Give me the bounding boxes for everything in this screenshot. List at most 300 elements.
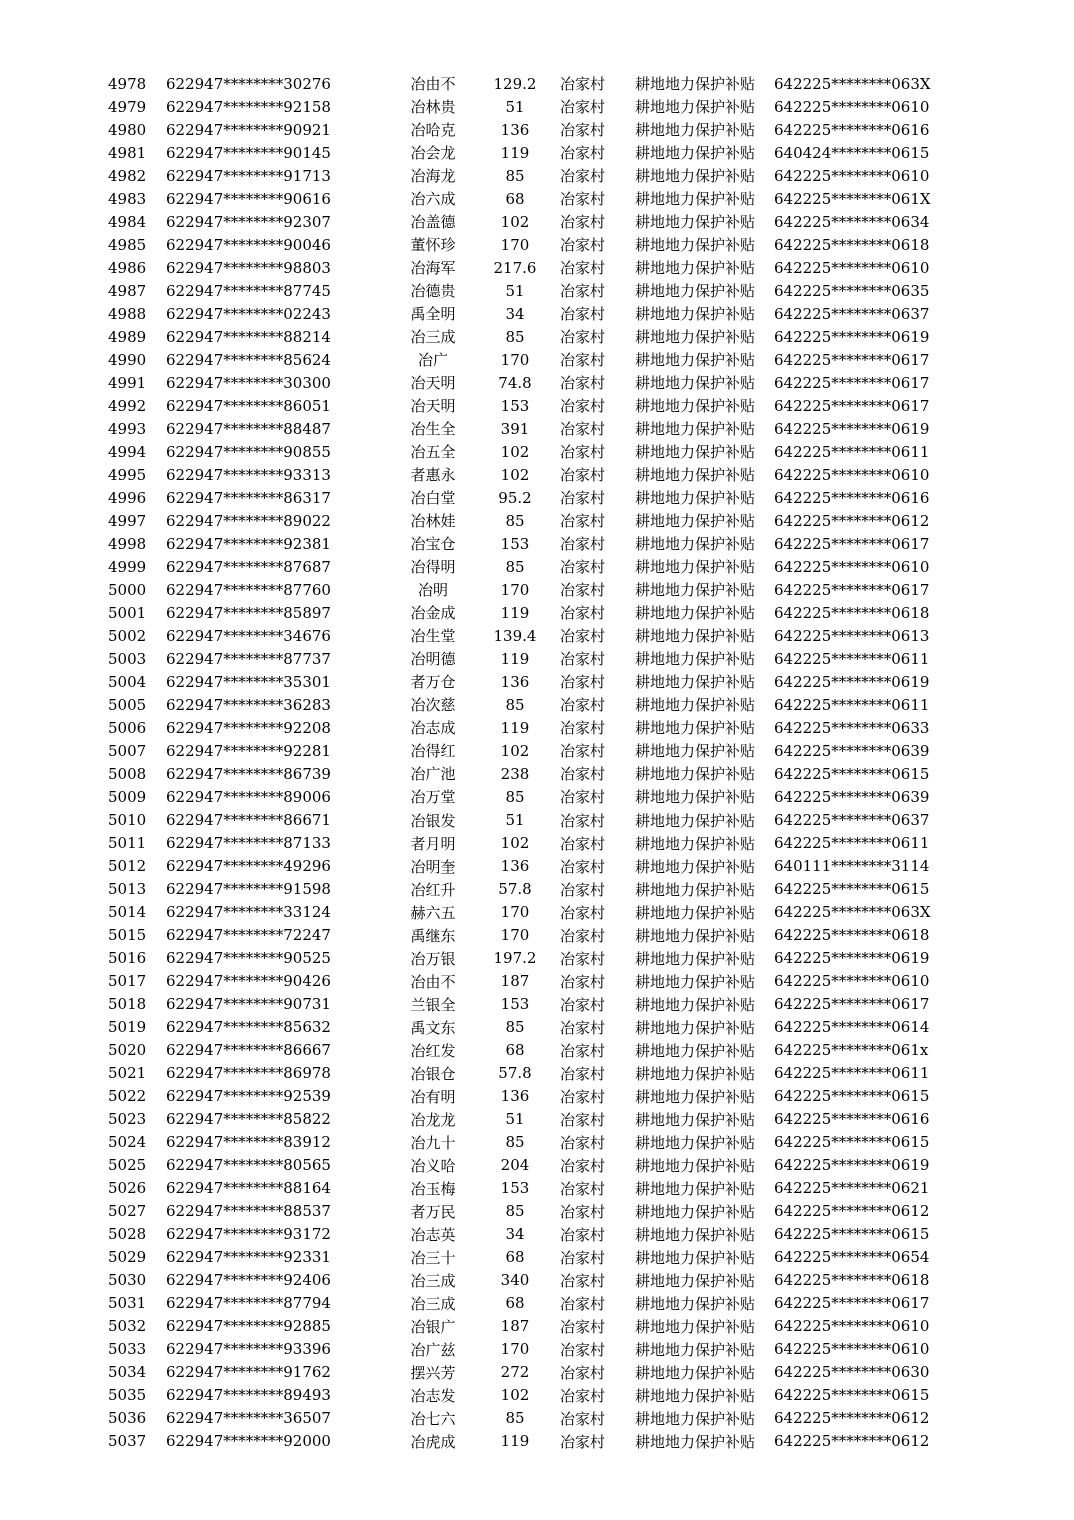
subsidy-amount: 85 <box>505 1409 525 1428</box>
payee-name: 冶得红 <box>410 742 456 761</box>
village-name: 冶家村 <box>559 972 605 991</box>
row-number: 5015 <box>108 926 147 945</box>
village-name: 冶家村 <box>559 673 605 692</box>
subsidy-amount: 119 <box>500 718 530 737</box>
bank-account: 622947********87687 <box>166 557 331 576</box>
payee-name: 冶虎成 <box>410 1432 456 1451</box>
subsidy-amount: 34 <box>505 304 525 323</box>
bank-account: 622947********89006 <box>166 787 331 806</box>
row-number: 5003 <box>108 649 147 668</box>
village-name: 冶家村 <box>559 420 605 439</box>
subsidy-type: 耕地地力保护补贴 <box>634 466 755 485</box>
village-name: 冶家村 <box>559 765 605 784</box>
table-row <box>0 1131 1074 1154</box>
village-name: 冶家村 <box>559 167 605 186</box>
subsidy-type: 耕地地力保护补贴 <box>634 512 755 531</box>
id-number: 642225********0610 <box>774 97 930 116</box>
table-row <box>0 1361 1074 1384</box>
id-number: 642225********0611 <box>774 649 930 668</box>
payee-name: 冶由不 <box>410 75 456 93</box>
payee-name: 冶天明 <box>410 397 456 416</box>
table-row <box>0 348 1074 371</box>
row-number: 4992 <box>108 396 147 415</box>
bank-account: 622947********86739 <box>166 764 331 783</box>
bank-account: 622947********30276 <box>166 74 331 93</box>
village-name: 冶家村 <box>559 558 605 577</box>
payee-name: 冶九十 <box>410 1133 456 1152</box>
row-number: 4985 <box>108 235 147 254</box>
village-name: 冶家村 <box>559 443 605 462</box>
payee-name: 冶义哈 <box>410 1156 456 1175</box>
id-number: 642225********0615 <box>774 764 930 783</box>
payee-name: 冶宝仓 <box>410 535 456 554</box>
village-name: 冶家村 <box>559 1018 605 1037</box>
bank-account: 622947********98803 <box>166 258 331 277</box>
bank-account: 622947********90731 <box>166 995 331 1014</box>
row-number: 4979 <box>108 97 147 116</box>
subsidy-amount: 136 <box>500 672 530 691</box>
subsidy-type: 耕地地力保护补贴 <box>634 1386 755 1405</box>
village-name: 冶家村 <box>559 834 605 853</box>
subsidy-type: 耕地地力保护补贴 <box>634 719 755 738</box>
subsidy-type: 耕地地力保护补贴 <box>634 880 755 899</box>
payee-name: 冶银发 <box>410 811 456 830</box>
payee-name: 冶红发 <box>410 1041 456 1060</box>
subsidy-type: 耕地地力保护补贴 <box>634 144 755 163</box>
payee-name: 冶明 <box>417 581 448 600</box>
subsidy-amount: 119 <box>500 603 530 622</box>
village-name: 冶家村 <box>559 305 605 324</box>
bank-account: 622947********86671 <box>166 811 331 829</box>
table-row <box>0 1407 1074 1430</box>
payee-name: 冶哈克 <box>410 121 456 140</box>
subsidy-amount: 187 <box>500 1317 530 1336</box>
id-number: 642225********0610 <box>774 465 930 484</box>
id-number: 642225********0610 <box>774 1317 930 1336</box>
subsidy-type: 耕地地力保护补贴 <box>634 1110 755 1129</box>
subsidy-type: 耕地地力保护补贴 <box>634 1432 755 1451</box>
village-name: 冶家村 <box>559 696 605 715</box>
table-row <box>0 855 1074 878</box>
table-row <box>0 1085 1074 1108</box>
bank-account: 622947********36507 <box>166 1409 331 1428</box>
id-number: 642225********0611 <box>774 834 930 853</box>
bank-account: 622947********85822 <box>166 1110 331 1129</box>
subsidy-amount: 68 <box>505 1041 525 1060</box>
bank-account: 622947********92539 <box>166 1087 331 1106</box>
payee-name: 者惠永 <box>410 466 456 485</box>
bank-account: 622947********90046 <box>166 235 331 254</box>
row-number: 5009 <box>108 787 147 806</box>
id-number: 642225********0616 <box>774 1110 930 1129</box>
table-row <box>0 1223 1074 1246</box>
subsidy-type: 耕地地力保护补贴 <box>634 443 755 462</box>
table-row <box>0 164 1074 187</box>
table-row <box>0 1246 1074 1269</box>
village-name: 冶家村 <box>559 811 605 830</box>
table-row <box>0 1200 1074 1223</box>
subsidy-type: 耕地地力保护补贴 <box>634 328 755 347</box>
payee-name: 冶林贵 <box>410 98 456 117</box>
subsidy-amount: 119 <box>500 1432 530 1451</box>
payee-name: 冶德贵 <box>410 282 456 301</box>
bank-account: 622947********80565 <box>166 1156 331 1175</box>
subsidy-type: 耕地地力保护补贴 <box>634 581 755 600</box>
id-number: 642225********0618 <box>774 235 930 254</box>
subsidy-amount: 187 <box>500 972 530 991</box>
payee-name: 冶志发 <box>410 1386 456 1405</box>
id-number: 642225********0619 <box>774 949 930 968</box>
row-number: 5034 <box>108 1363 147 1382</box>
subsidy-amount: 85 <box>505 695 525 714</box>
bank-account: 622947********92158 <box>166 97 331 116</box>
bank-account: 622947********86978 <box>166 1064 331 1083</box>
payee-name: 冶七六 <box>410 1409 456 1428</box>
table-row <box>0 118 1074 141</box>
row-number: 5023 <box>108 1110 147 1129</box>
id-number: 642225********0617 <box>774 373 930 392</box>
row-number: 5012 <box>108 857 147 876</box>
id-number: 642225********0613 <box>774 626 930 645</box>
subsidy-type: 耕地地力保护补贴 <box>634 397 755 416</box>
village-name: 冶家村 <box>559 949 605 968</box>
payee-name: 冶生全 <box>410 420 456 439</box>
subsidy-table <box>0 72 1074 1453</box>
id-number: 642225********0610 <box>774 258 930 277</box>
row-number: 5030 <box>108 1271 147 1290</box>
table-row <box>0 832 1074 855</box>
bank-account: 622947********90525 <box>166 949 331 968</box>
bank-account: 622947********89022 <box>166 511 331 530</box>
payee-name: 冶三十 <box>410 1248 456 1267</box>
table-row <box>0 95 1074 118</box>
id-number: 642225********0630 <box>774 1363 930 1382</box>
bank-account: 622947********92281 <box>166 741 331 760</box>
subsidy-type: 耕地地力保护补贴 <box>634 995 755 1014</box>
subsidy-amount: 95.2 <box>498 488 532 507</box>
row-number: 4982 <box>108 166 147 185</box>
table-row <box>0 670 1074 693</box>
subsidy-type: 耕地地力保护补贴 <box>634 1409 755 1428</box>
payee-name: 冶万银 <box>410 949 456 968</box>
payee-name: 冶志英 <box>410 1225 456 1244</box>
bank-account: 622947********33124 <box>166 903 331 922</box>
table-row <box>0 187 1074 210</box>
subsidy-type: 耕地地力保护补贴 <box>634 903 755 922</box>
subsidy-amount: 51 <box>505 811 525 829</box>
row-number: 5026 <box>108 1179 147 1198</box>
id-number: 642225********0614 <box>774 1018 930 1037</box>
row-number: 5029 <box>108 1248 147 1267</box>
subsidy-amount: 102 <box>500 741 530 760</box>
id-number: 642225********0617 <box>774 534 930 553</box>
id-number: 642225********0635 <box>774 281 930 300</box>
subsidy-amount: 85 <box>505 1018 525 1037</box>
table-row <box>0 947 1074 970</box>
payee-name: 禹文东 <box>410 1018 456 1037</box>
table-row <box>0 1016 1074 1039</box>
bank-account: 622947********86317 <box>166 488 331 507</box>
subsidy-amount: 272 <box>500 1363 530 1382</box>
bank-account: 622947********89493 <box>166 1386 331 1405</box>
table-row <box>0 141 1074 164</box>
village-name: 冶家村 <box>559 995 605 1014</box>
subsidy-amount: 119 <box>500 649 530 668</box>
row-number: 5033 <box>108 1340 147 1359</box>
row-number: 4997 <box>108 511 147 530</box>
village-name: 冶家村 <box>559 788 605 807</box>
village-name: 冶家村 <box>559 857 605 876</box>
subsidy-type: 耕地地力保护补贴 <box>634 1271 755 1290</box>
payee-name: 冶三成 <box>410 1294 456 1313</box>
payee-name: 冶盖德 <box>410 213 456 232</box>
village-name: 冶家村 <box>559 604 605 623</box>
payee-name: 冶次慈 <box>410 696 456 715</box>
subsidy-amount: 170 <box>500 350 530 369</box>
table-row <box>0 693 1074 716</box>
subsidy-type: 耕地地力保护补贴 <box>634 121 755 140</box>
subsidy-amount: 153 <box>500 1179 530 1198</box>
id-number: 642225********0637 <box>774 811 930 829</box>
subsidy-type: 耕地地力保护补贴 <box>634 650 755 669</box>
subsidy-amount: 102 <box>500 834 530 853</box>
row-number: 5014 <box>108 903 147 922</box>
row-number: 4990 <box>108 350 147 369</box>
village-name: 冶家村 <box>559 1064 605 1083</box>
subsidy-type: 耕地地力保护补贴 <box>634 604 755 623</box>
id-number: 642225********0616 <box>774 488 930 507</box>
bank-account: 622947********88164 <box>166 1179 331 1198</box>
id-number: 642225********0615 <box>774 1225 930 1244</box>
subsidy-amount: 51 <box>505 97 525 116</box>
subsidy-type: 耕地地力保护补贴 <box>634 1087 755 1106</box>
row-number: 5024 <box>108 1133 147 1152</box>
village-name: 冶家村 <box>559 1386 605 1405</box>
row-number: 5011 <box>108 834 147 853</box>
village-name: 冶家村 <box>559 121 605 140</box>
subsidy-amount: 102 <box>500 442 530 461</box>
payee-name: 冶有明 <box>410 1087 456 1106</box>
row-number: 5021 <box>108 1064 147 1083</box>
id-number: 642225********0610 <box>774 1340 930 1359</box>
id-number: 642225********0616 <box>774 120 930 139</box>
bank-account: 622947********88214 <box>166 327 331 346</box>
bank-account: 622947********92208 <box>166 718 331 737</box>
subsidy-type: 耕地地力保护补贴 <box>634 259 755 278</box>
payee-name: 冶红升 <box>410 880 456 899</box>
payee-name: 冶得明 <box>410 558 456 577</box>
payee-name: 冶玉梅 <box>410 1179 456 1198</box>
id-number: 642225********063X <box>774 74 931 93</box>
table-row <box>0 72 1074 95</box>
table-row <box>0 302 1074 325</box>
row-number: 4980 <box>108 120 147 139</box>
village-name: 冶家村 <box>559 259 605 278</box>
table-row <box>0 578 1074 601</box>
payee-name: 禹继东 <box>410 926 456 945</box>
bank-account: 622947********49296 <box>166 857 331 876</box>
subsidy-amount: 102 <box>500 465 530 484</box>
payee-name: 冶会龙 <box>410 144 456 163</box>
id-number: 642225********0611 <box>774 442 930 461</box>
table-row <box>0 993 1074 1016</box>
payee-name: 冶五全 <box>410 443 456 462</box>
subsidy-amount: 85 <box>505 511 525 530</box>
payee-name: 冶广兹 <box>410 1340 456 1359</box>
bank-account: 622947********34676 <box>166 626 331 645</box>
bank-account: 622947********36283 <box>166 695 331 714</box>
row-number: 5017 <box>108 972 147 991</box>
id-number: 642225********0619 <box>774 327 930 346</box>
bank-account: 622947********02243 <box>166 304 331 323</box>
village-name: 冶家村 <box>559 1409 605 1428</box>
village-name: 冶家村 <box>559 719 605 738</box>
bank-account: 622947********91598 <box>166 880 331 899</box>
id-number: 642225********0619 <box>774 1156 930 1175</box>
subsidy-type: 耕地地力保护补贴 <box>634 696 755 715</box>
table-row <box>0 739 1074 762</box>
subsidy-type: 耕地地力保护补贴 <box>634 765 755 784</box>
subsidy-amount: 51 <box>505 281 525 300</box>
bank-account: 622947********90145 <box>166 143 331 162</box>
subsidy-amount: 85 <box>505 787 525 806</box>
bank-account: 622947********92307 <box>166 212 331 231</box>
row-number: 5019 <box>108 1018 147 1037</box>
subsidy-type: 耕地地力保护补贴 <box>634 627 755 646</box>
id-number: 642225********0617 <box>774 580 930 599</box>
subsidy-amount: 340 <box>500 1271 530 1290</box>
row-number: 5004 <box>108 672 147 691</box>
bank-account: 622947********72247 <box>166 926 331 945</box>
table-row <box>0 509 1074 532</box>
row-number: 5020 <box>108 1041 147 1060</box>
table-row <box>0 486 1074 509</box>
bank-account: 622947********92885 <box>166 1317 331 1336</box>
row-number: 4991 <box>108 373 147 392</box>
id-number: 642225********0612 <box>774 1409 930 1428</box>
id-number: 642225********0615 <box>774 1386 930 1405</box>
table-row <box>0 901 1074 924</box>
id-number: 642225********0654 <box>774 1248 930 1267</box>
payee-name: 冶白堂 <box>410 489 456 508</box>
row-number: 5031 <box>108 1294 147 1313</box>
bank-account: 622947********83912 <box>166 1133 331 1152</box>
subsidy-type: 耕地地力保护补贴 <box>634 1294 755 1313</box>
subsidy-type: 耕地地力保护补贴 <box>634 213 755 232</box>
row-number: 5016 <box>108 949 147 968</box>
subsidy-type: 耕地地力保护补贴 <box>634 1340 755 1359</box>
payee-name: 者万民 <box>410 1202 456 1221</box>
table-row <box>0 1062 1074 1085</box>
bank-account: 622947********88537 <box>166 1202 331 1221</box>
village-name: 冶家村 <box>559 466 605 485</box>
bank-account: 622947********93313 <box>166 465 331 484</box>
subsidy-type: 耕地地力保护补贴 <box>634 236 755 255</box>
subsidy-type: 耕地地力保护补贴 <box>634 1041 755 1060</box>
subsidy-amount: 85 <box>505 557 525 576</box>
table-row <box>0 785 1074 808</box>
village-name: 冶家村 <box>559 374 605 393</box>
bank-account: 622947********92000 <box>166 1432 331 1451</box>
subsidy-amount: 170 <box>500 903 530 922</box>
table-row <box>0 210 1074 233</box>
subsidy-amount: 57.8 <box>498 1064 532 1083</box>
id-number: 642225********0615 <box>774 880 930 899</box>
bank-account: 622947********91762 <box>166 1363 331 1382</box>
id-number: 642225********0618 <box>774 926 930 945</box>
subsidy-amount: 68 <box>505 1294 525 1313</box>
payee-name: 冶三成 <box>410 1271 456 1290</box>
village-name: 冶家村 <box>559 1340 605 1359</box>
bank-account: 622947********93396 <box>166 1340 331 1359</box>
subsidy-amount: 391 <box>500 419 530 438</box>
bank-account: 622947********90616 <box>166 189 331 208</box>
subsidy-amount: 170 <box>500 1340 530 1359</box>
subsidy-amount: 68 <box>505 189 525 208</box>
id-number: 642225********0617 <box>774 995 930 1014</box>
row-number: 5006 <box>108 718 147 737</box>
subsidy-amount: 238 <box>500 764 530 783</box>
row-number: 4978 <box>108 74 147 93</box>
payee-name: 冶广池 <box>410 765 456 784</box>
bank-account: 622947********91713 <box>166 166 331 185</box>
subsidy-amount: 129.2 <box>493 74 537 93</box>
village-name: 冶家村 <box>559 1294 605 1313</box>
bank-account: 622947********87760 <box>166 580 331 599</box>
bank-account: 622947********92406 <box>166 1271 331 1290</box>
table-row <box>0 440 1074 463</box>
subsidy-type: 耕地地力保护补贴 <box>634 351 755 370</box>
table-row <box>0 924 1074 947</box>
row-number: 5002 <box>108 626 147 645</box>
subsidy-type: 耕地地力保护补贴 <box>634 811 755 830</box>
row-number: 5025 <box>108 1156 147 1175</box>
subsidy-type: 耕地地力保护补贴 <box>634 972 755 991</box>
village-name: 冶家村 <box>559 742 605 761</box>
row-number: 5035 <box>108 1386 147 1405</box>
id-number: 642225********0637 <box>774 304 930 323</box>
row-number: 5007 <box>108 741 147 760</box>
payee-name: 冶生堂 <box>410 627 456 646</box>
village-name: 冶家村 <box>559 1133 605 1152</box>
village-name: 冶家村 <box>559 1041 605 1060</box>
payee-name: 冶天明 <box>410 374 456 393</box>
subsidy-type: 耕地地力保护补贴 <box>634 834 755 853</box>
table-row <box>0 463 1074 486</box>
village-name: 冶家村 <box>559 1432 605 1451</box>
village-name: 冶家村 <box>559 1363 605 1382</box>
payee-name: 冶明奎 <box>410 857 456 876</box>
row-number: 4999 <box>108 557 147 576</box>
id-number: 642225********0612 <box>774 511 930 530</box>
row-number: 5022 <box>108 1087 147 1106</box>
bank-account: 622947********93172 <box>166 1225 331 1244</box>
subsidy-amount: 85 <box>505 1133 525 1152</box>
subsidy-type: 耕地地力保护补贴 <box>634 167 755 186</box>
bank-account: 622947********85632 <box>166 1018 331 1037</box>
id-number: 642225********0617 <box>774 350 930 369</box>
village-name: 冶家村 <box>559 1087 605 1106</box>
row-number: 5008 <box>108 764 147 783</box>
id-number: 642225********0610 <box>774 557 930 576</box>
id-number: 642225********0619 <box>774 672 930 691</box>
village-name: 冶家村 <box>559 397 605 416</box>
village-name: 冶家村 <box>559 1202 605 1221</box>
bank-account: 622947********87133 <box>166 834 331 853</box>
table-row <box>0 624 1074 647</box>
village-name: 冶家村 <box>559 282 605 301</box>
row-number: 5013 <box>108 880 147 899</box>
